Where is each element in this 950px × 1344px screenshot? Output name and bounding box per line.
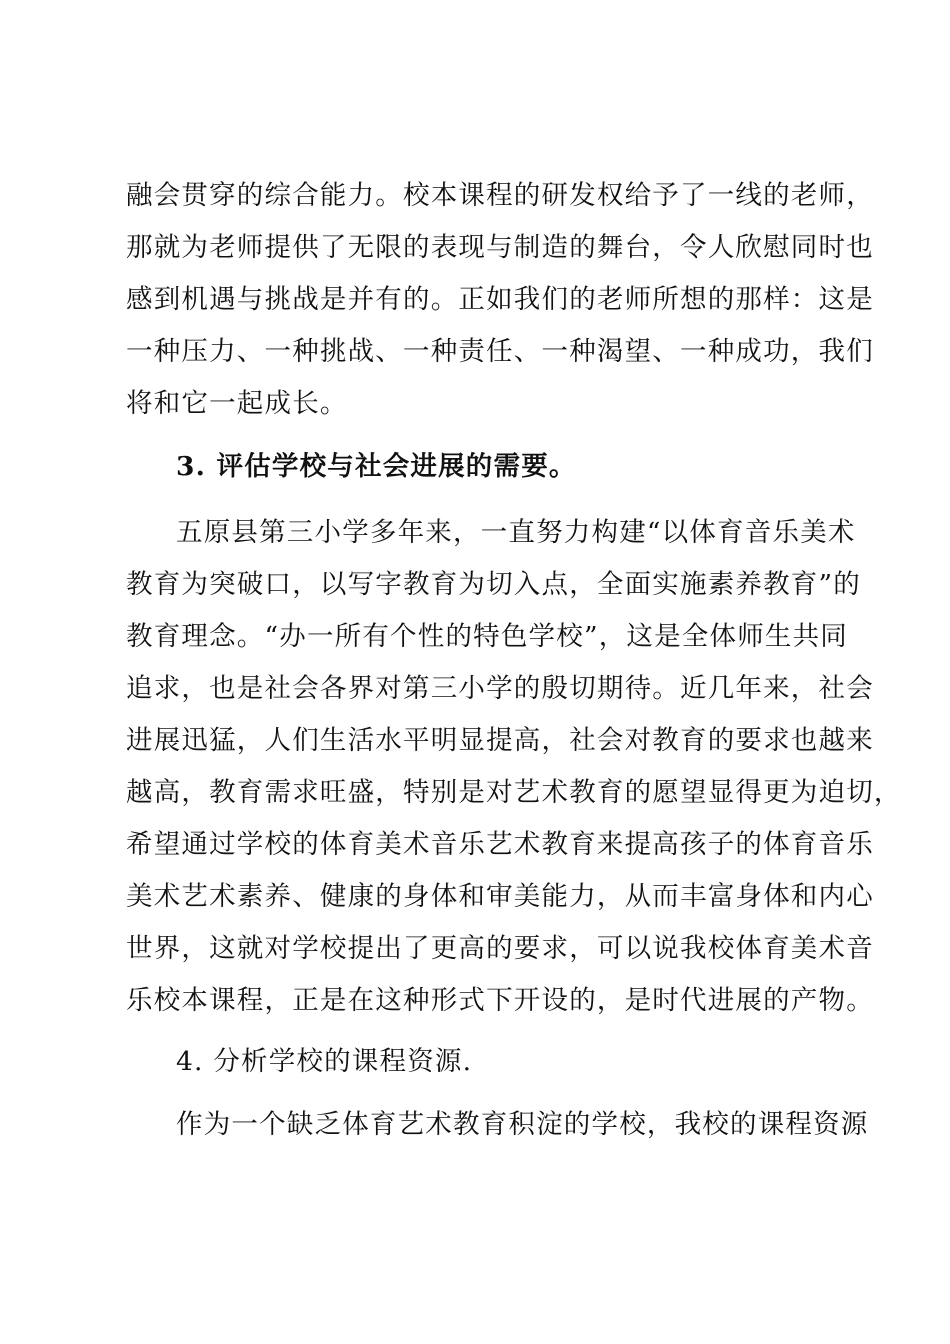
section-heading: 4. 分析学校的课程资源. xyxy=(176,1046,473,1077)
paragraph-line: 五原县第三小学多年来，一直努力构建“以体育音乐美术 xyxy=(176,517,856,548)
paragraph-line: 乐校本课程，正是在这种形式下开设的，是时代进展的产物。 xyxy=(126,985,874,1016)
paragraph-line: 将和它一起成长。 xyxy=(126,388,348,419)
paragraph-line: 越高，教育需求旺盛，特别是对艺术教育的愿望显得更为迫切， xyxy=(126,777,902,808)
paragraph-line: 那就为老师提供了无限的表现与制造的舞台，令人欣慰同时也 xyxy=(126,232,874,263)
paragraph-line: 作为一个缺乏体育艺术教育积淀的学校，我校的课程资源 xyxy=(176,1109,869,1140)
paragraph-line: 世界，这就对学校提出了更高的要求，可以说我校体育美术音 xyxy=(126,933,874,964)
paragraph-line: 教育为突破口，以写字教育为切入点，全面实施素养教育”的 xyxy=(126,569,861,600)
paragraph-line: 融会贯穿的综合能力。校本课程的研发权给予了一线的老师， xyxy=(126,180,874,211)
paragraph-line: 教育理念。“办一所有个性的特色学校”，这是全体师生共同 xyxy=(126,621,848,652)
paragraph-line: 感到机遇与挑战是并有的。正如我们的老师所想的那样：这是 xyxy=(126,284,874,315)
section-heading: 3. 评估学校与社会进展的需要。 xyxy=(176,451,577,482)
paragraph-line: 一种压力、一种挑战、一种责任、一种渴望、一种成功，我们 xyxy=(126,336,874,367)
paragraph-line: 追求，也是社会各界对第三小学的殷切期待。近几年来，社会 xyxy=(126,673,874,704)
paragraph-line: 希望通过学校的体育美术音乐艺术教育来提高孩子的体育音乐 xyxy=(126,829,874,860)
paragraph-line: 进展迅猛，人们生活水平明显提高，社会对教育的要求也越来 xyxy=(126,725,874,756)
paragraph-line: 美术艺术素养、健康的身体和审美能力，从而丰富身体和内心 xyxy=(126,881,874,912)
